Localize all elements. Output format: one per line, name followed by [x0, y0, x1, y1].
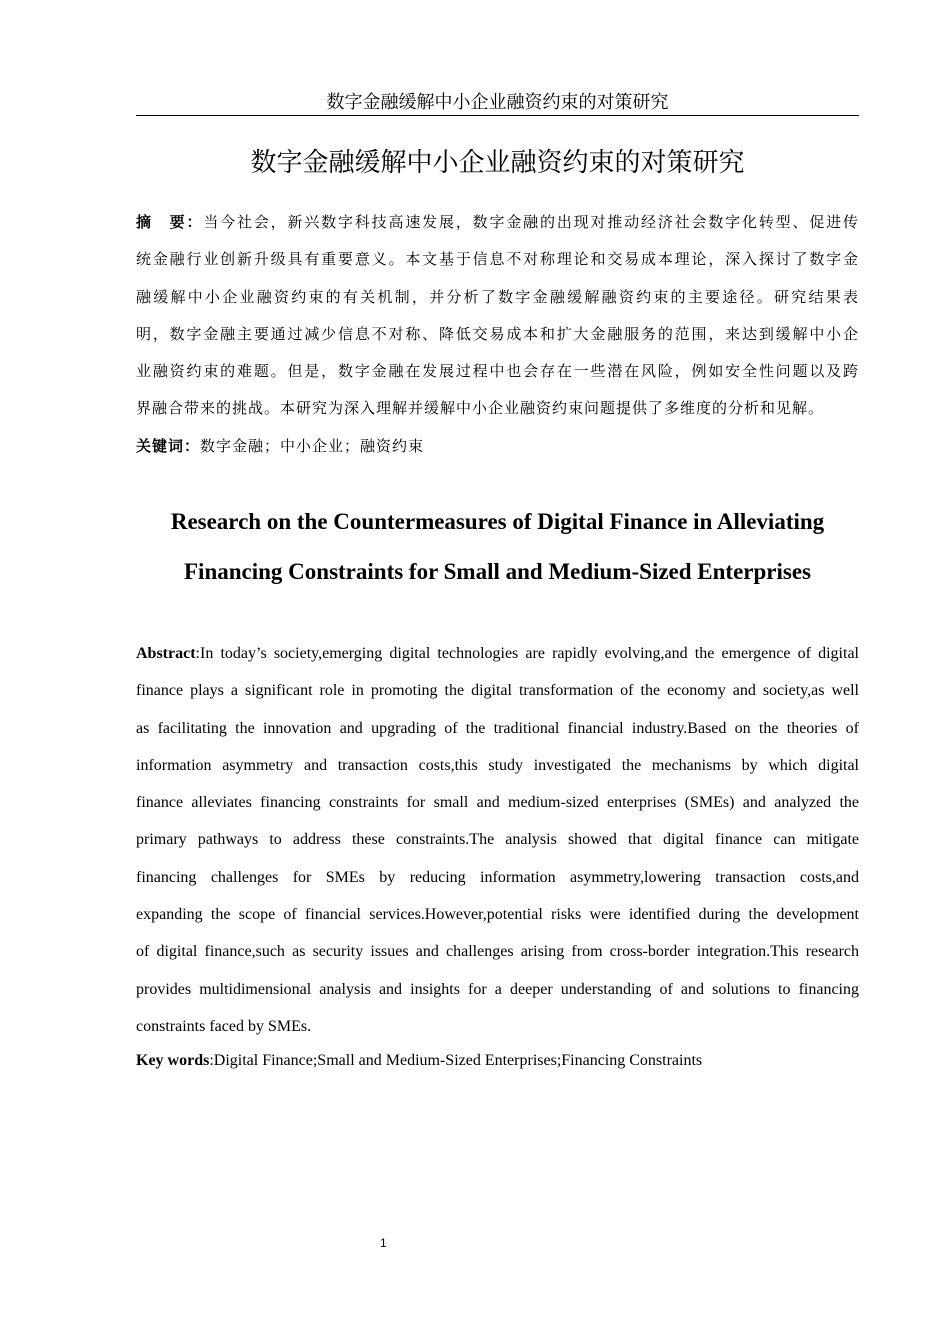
abstract-line-text: 统金融行业创新升级具有重要意义。本文基于信息不对称理论和交易成本理论，深入探讨了数字金 [136, 252, 859, 269]
abstract-line-text: :In today’s society,emerging digital technologies are rapidly evolving,and the emergence of digital [195, 645, 859, 662]
abstract-line [136, 391, 859, 428]
abstract-line [136, 635, 859, 672]
chinese-keywords [136, 435, 424, 456]
abstract-label: Abstract [136, 645, 196, 662]
abstract-line [136, 242, 859, 279]
abstract-line-text: 当今社会，新兴数字科技高速发展，数字金融的出现对推动经济社会数字化转型、促进传 [203, 215, 859, 231]
english-keywords [136, 1052, 702, 1070]
abstract-line [136, 747, 859, 784]
english-title-line: Research on the Countermeasures of Digital Finance in Alleviating [170, 509, 825, 534]
running-header: 数字金融缓解中小企业融资约束的对策研究 [136, 90, 859, 116]
abstract-line [136, 317, 859, 354]
abstract-line [136, 971, 859, 1008]
chinese-abstract [136, 205, 859, 429]
abstract-line [136, 784, 859, 821]
abstract-line-text: as facilitating the innovation and upgrading of the traditional financial industry.Based on the theories of [136, 719, 859, 737]
english-title [136, 497, 859, 597]
abstract-line-text: of digital finance,such as security issues and challenges arising from cross-border integration.This research [136, 943, 859, 961]
english-abstract [136, 635, 859, 1045]
abstract-line [136, 821, 859, 858]
abstract-line [136, 280, 859, 317]
keywords-text: :Digital Finance;Small and Medium-Sized Enterprises;Financing Constraints [209, 1052, 703, 1069]
abstract-line [136, 710, 859, 747]
keywords-label: 关键词： [136, 439, 201, 455]
abstract-line [136, 672, 859, 709]
abstract-line-text: provides multidimensional analysis and insights for a deeper understanding of and solutions to financing [136, 980, 859, 998]
abstract-line-text: 业融资约束的难题。但是，数字金融在发展过程中也会存在一些潜在风险，例如安全性问题以及跨 [136, 364, 859, 381]
abstract-line-text: 融缓解中小企业融资约束的有关机制，并分析了数字金融缓解融资约束的主要途径。研究结果表 [136, 289, 859, 306]
abstract-line-text: constraints faced by SMEs. [136, 1017, 312, 1035]
keywords-text: 数字金融；中小企业；融资约束 [200, 439, 425, 455]
abstract-line [136, 205, 859, 242]
abstract-line-text: 界融合带来的挑战。本研究为深入理解并缓解中小企业融资约束问题提供了多维度的分析和见解。 [136, 401, 825, 418]
abstract-line-text: primary pathways to address these constraints.The analysis showed that digital finance can mitigate [136, 831, 859, 849]
abstract-line [136, 933, 859, 970]
abstract-line-text: 明，数字金融主要通过减少信息不对称、降低交易成本和扩大金融服务的范围，来达到缓解中小企 [136, 326, 859, 343]
abstract-line-text: financing challenges for SMEs by reducing information asymmetry,lowering transaction costs,and [136, 868, 859, 886]
page-number: 1 [380, 1236, 387, 1250]
abstract-line [136, 1008, 859, 1045]
chinese-title: 数字金融缓解中小企业融资约束的对策研究 [250, 148, 745, 178]
abstract-line-text: finance plays a significant role in promoting the digital transformation of the economy and society,as well [136, 682, 859, 700]
abstract-line [136, 859, 859, 896]
abstract-line-text: information asymmetry and transaction costs,this study investigated the mechanisms by which digital [136, 756, 859, 774]
abstract-line [136, 896, 859, 933]
keywords-label: Key words [136, 1052, 210, 1069]
abstract-label: 摘 要： [136, 215, 204, 231]
abstract-line [136, 354, 859, 391]
abstract-line-text: finance alleviates financing constraints for small and medium-sized enterprises (SMEs) and analyzed the [136, 794, 859, 812]
abstract-line-text: expanding the scope of financial services.However,potential risks were identified during the development [136, 906, 859, 924]
english-title-line: Financing Constraints for Small and Medium-Sized Enterprises [184, 559, 811, 584]
